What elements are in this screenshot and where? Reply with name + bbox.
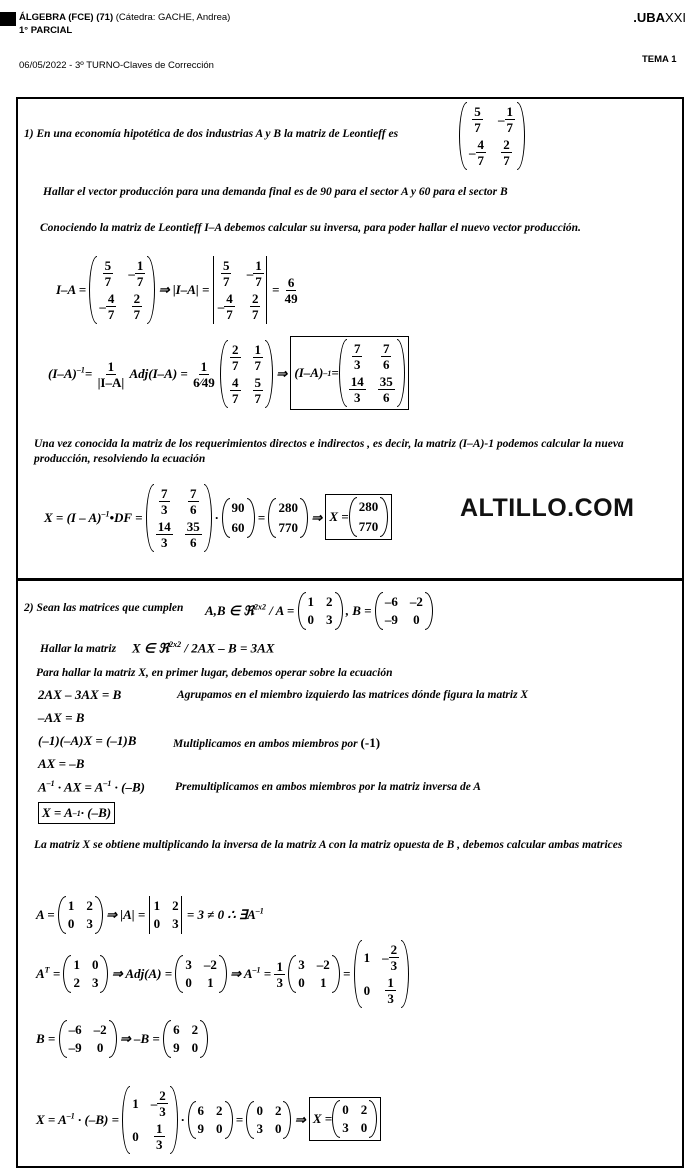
p2-conclusion: La matriz X se obtiene multiplicando la inversa de la matriz A con la matriz opuesta de B , debemos calcular ambas matrices bbox=[34, 839, 623, 851]
p2-negative-b: B = –6 –2 –9 0 ⇒ –B = 6 2 9 0 bbox=[36, 1020, 208, 1058]
p1-task: Hallar el vector producción para una demanda final es de 90 para el sector A y 60 para el sector B bbox=[43, 186, 508, 198]
p2-step-6: X = A –1 · (–B) bbox=[38, 802, 115, 824]
p1-production-eq: X = (I – A)$^{-1}$•DF = $\frac{7}{3}$ $\frac{7}{6}$ $\frac{14}{3}$ $\frac{35}{6}$ · 90 60 = 280 770 ⇒ X = 280 770 bbox=[44, 484, 392, 552]
p2-group-note: Agrupamos en el miembro izquierdo las matrices dónde figura la matriz X bbox=[177, 689, 529, 701]
exam-name: 1° PARCIAL bbox=[19, 25, 73, 36]
p1-leontief-matrix: $\frac{5}{7}$ – $\frac{1}{7}$ – $\frac{4}{7}$ $\frac{2}{7}$ bbox=[459, 102, 525, 170]
p1-determinant-eq: I–A = $\frac{5}{7}$ – $\frac{1}{7}$ – $\frac{4}{7}$ $\frac{2}{7}$ ⇒ |I–A| = $\frac{5}{7}$ – $\frac{1}{7}$ – $\frac{4}{7}$ $\frac{2}{7}$ = $\frac{6}{49}$ bbox=[56, 258, 298, 322]
p2-step-4: AX = –B bbox=[38, 756, 85, 771]
p2-premult-note: Premultiplicamos en ambos miembros por la matriz inversa de A bbox=[175, 781, 481, 793]
p2-task-eq: X ∈ ℜ$^{2x2}$ / 2AX – B = 3AX bbox=[132, 640, 275, 656]
p2-final-x: $X = A^{-1} \cdot (-B)$ = 1 – $\frac{2}{3}$ 0 $\frac{1}{3}$ · 6 2 9 0 = 0 2 3 0 ⇒ X = 0 2 3 0 bbox=[36, 1086, 381, 1154]
p2-mult-note: Multiplicamos en ambos miembros por (-1) bbox=[173, 735, 381, 750]
date-line: 06/05/2022 - 3º TURNO-Claves de Corrección bbox=[19, 60, 214, 71]
p1-explain: Una vez conocida la matriz de los requerimientos directos e indirectos , es decir, la matriz (I–A)-1 podemos calcular la nueva producción, resolviendo la ecuación bbox=[34, 438, 624, 465]
p2-step-3: (–1)(–A)X = (–1)B bbox=[38, 733, 137, 748]
header-black-block bbox=[0, 12, 16, 26]
p1-inverse-eq: $(I-A)^{-1}=$ $\frac{1}{|I-A|}$ Adj(I–A) = $\frac{1}{6⁄49}$ $\frac{2}{7}$ $\frac{1}{7}$ $\frac{4}{7}$ $\frac{5}{7}$ ⇒ (I–A) –1 = $\frac{7}{3}$ $\frac{7}{6}$ $\frac{14}{3}$ $\frac{35}{6}$ bbox=[48, 336, 409, 410]
tema-label: TEMA 1 bbox=[642, 54, 677, 65]
course-title: ÁLGEBRA (FCE) (71) (Cátedra: GACHE, Andrea) bbox=[19, 12, 231, 23]
p2-step-1: 2AX – 3AX = B bbox=[38, 687, 122, 702]
p2-inverse-a: $A^T$ = 1 0 2 3 ⇒ Adj(A) = 3 –2 0 1 ⇒ $A^{-1}$ = $\frac{1}{3}$ 3 –2 0 1 = 1 – $\frac{2}{3}$ 0 $\frac{1}{3}$ bbox=[36, 940, 409, 1008]
p2-det-a: A = 1 2 0 3 ⇒ |A| = 1 2 0 3 = 3 ≠ 0 ∴ $\exists A^{-1}$ bbox=[36, 896, 264, 934]
p2-step-intro: Para hallar la matriz X, en primer lugar, debemos operar sobre la ecuación bbox=[36, 667, 393, 679]
p1-intro: Conociendo la matriz de Leontieff I–A debemos calcular su inversa, para poder hallar el nuevo vector producción. bbox=[40, 222, 581, 234]
p2-task: Hallar la matriz bbox=[40, 643, 117, 655]
p2-step-5: $A^{-1}$ · AX = $A^{-1} \cdot (-B)$ bbox=[38, 779, 145, 795]
altillo-watermark: ALTILLO.COM bbox=[460, 494, 635, 522]
p2-statement: 2) Sean las matrices que cumplen bbox=[24, 602, 184, 614]
p2-given-matrices: A,B ∈ ℜ$^{2x2}$ / A = 1 2 0 3 , B = –6 –2 –9 0 bbox=[205, 592, 433, 630]
p2-step-2: –AX = B bbox=[38, 710, 85, 725]
uba-logo: .UBAXXI bbox=[633, 10, 686, 25]
p1-statement: 1) En una economía hipotética de dos industrias A y B la matriz de Leontieff es bbox=[24, 128, 399, 140]
